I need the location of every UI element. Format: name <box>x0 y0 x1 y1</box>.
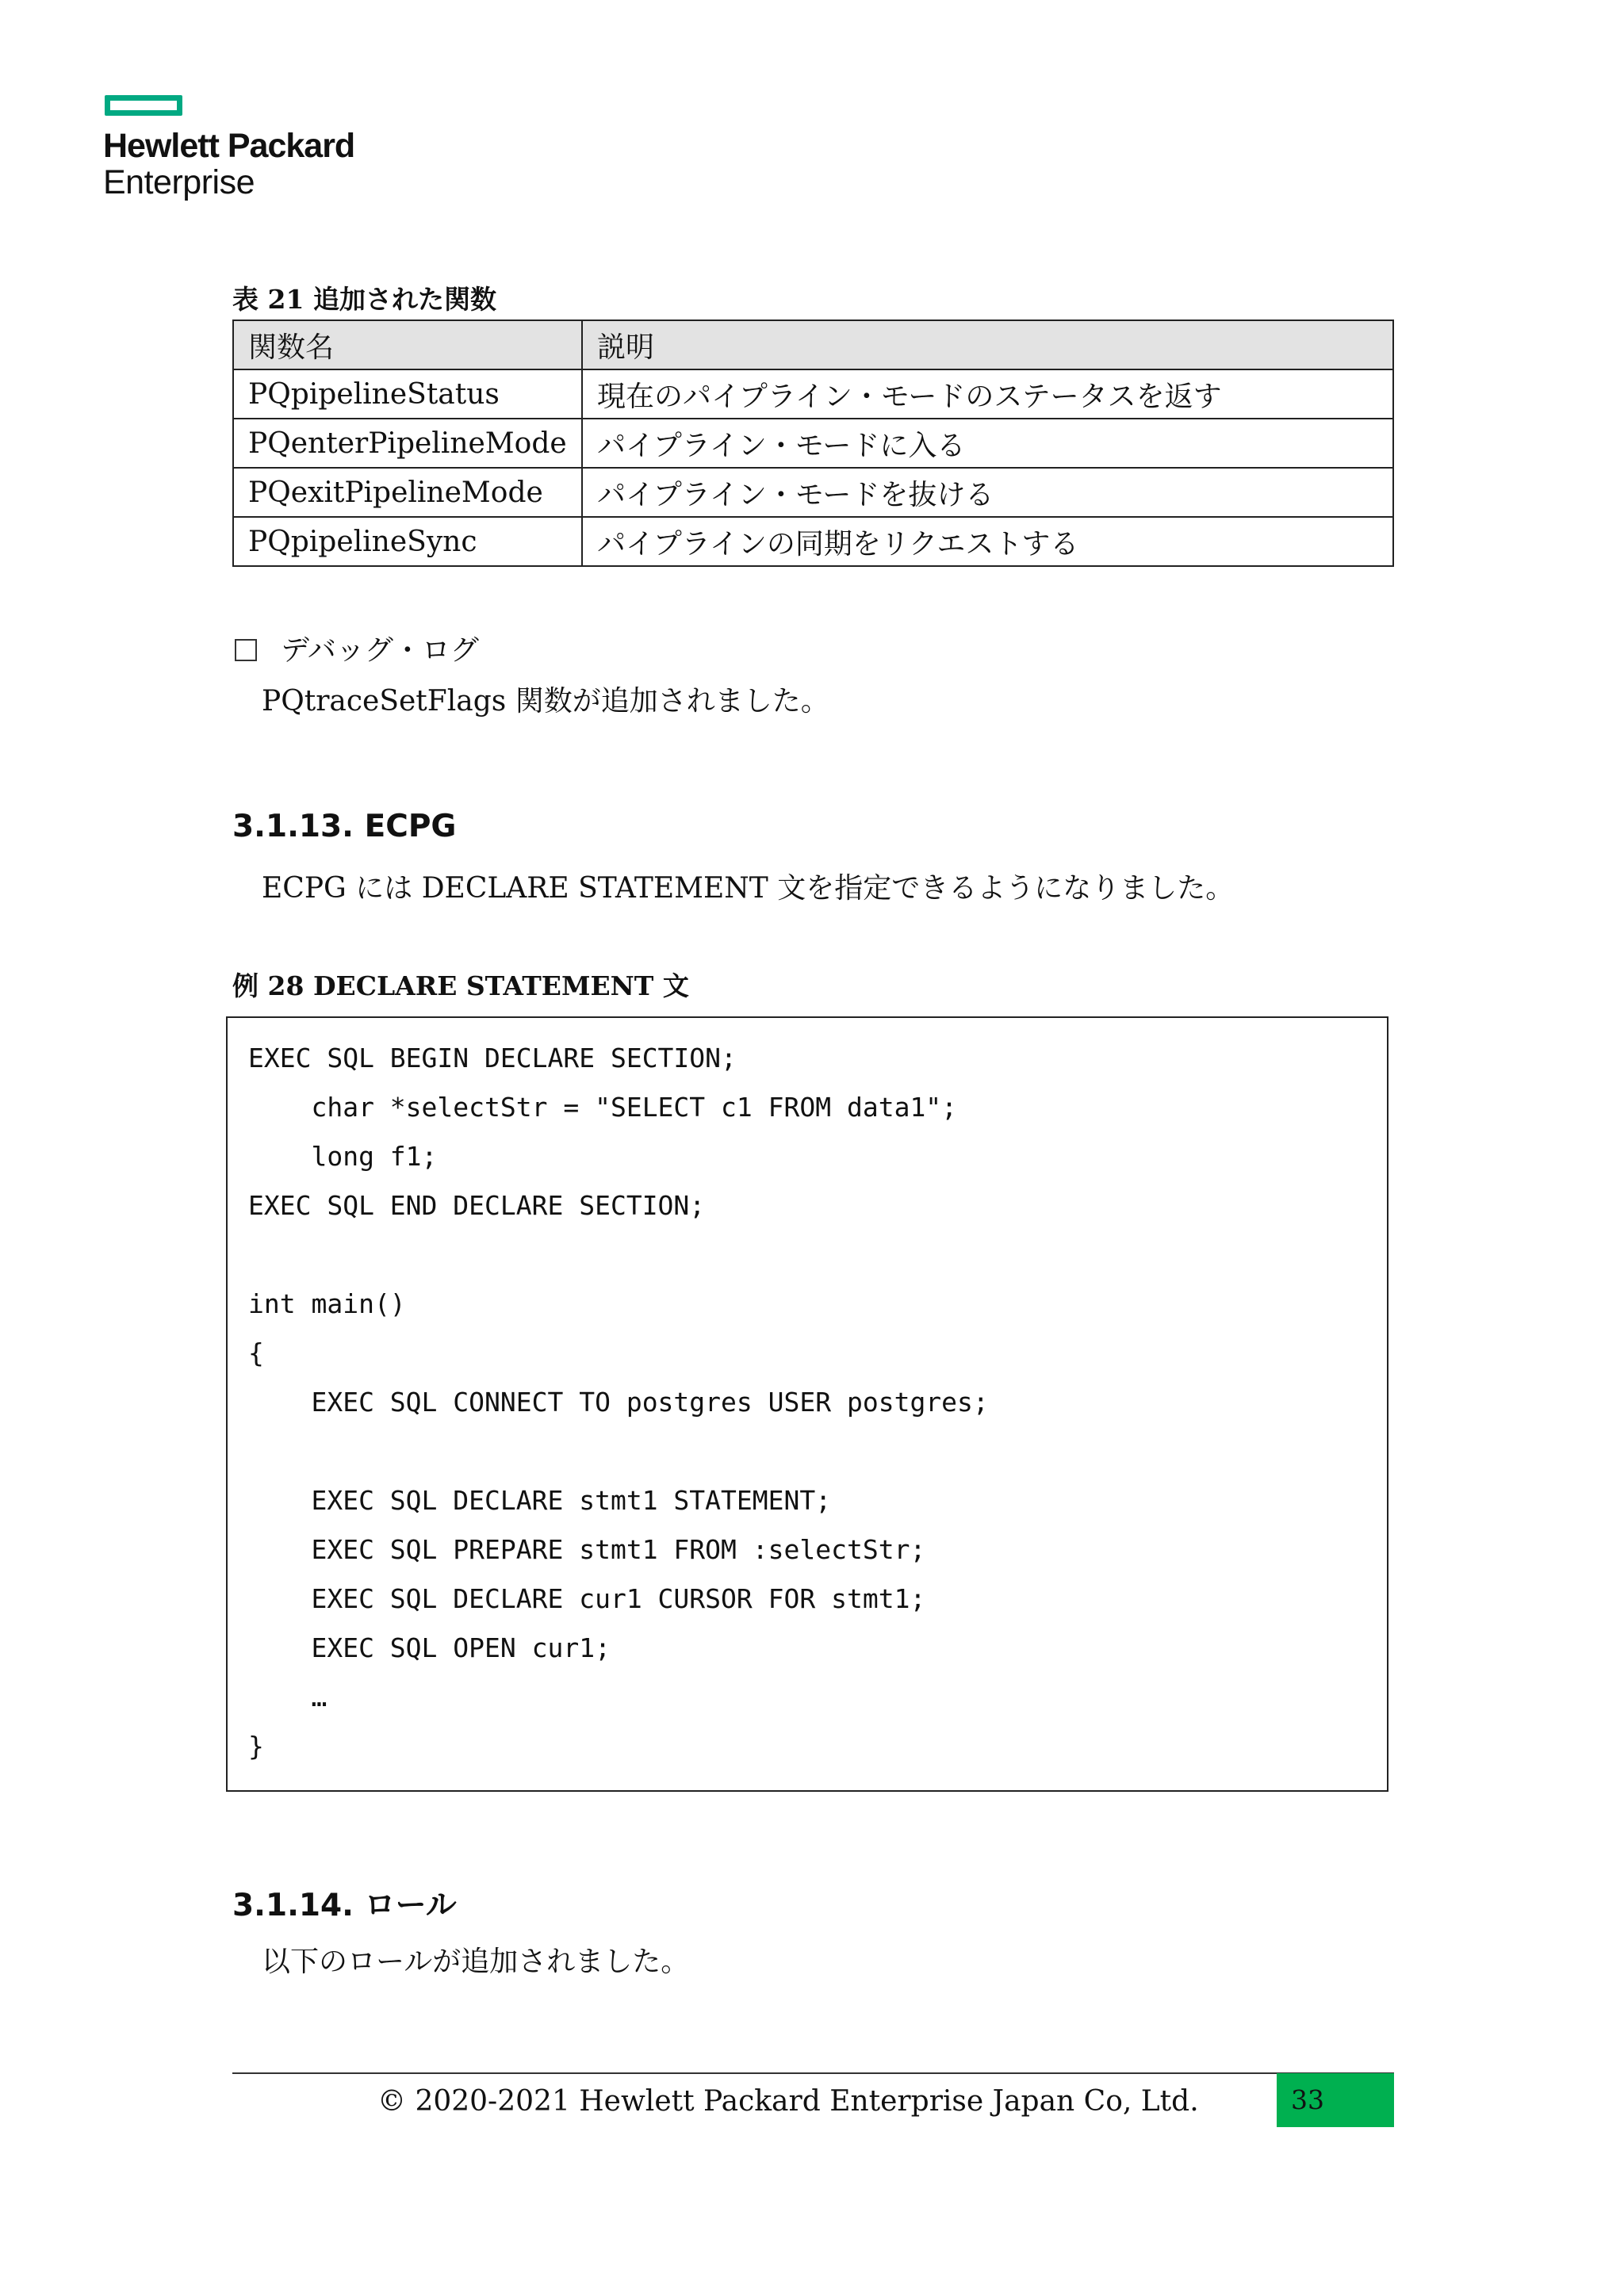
function-name-cell: PQenterPipelineMode <box>233 419 582 468</box>
description-cell: パイプライン・モードを抜ける <box>582 468 1393 517</box>
section-heading-roles: 3.1.14. ロール <box>232 1888 457 1923</box>
header-function-name: 関数名 <box>233 320 582 369</box>
example-caption-title: DECLARE STATEMENT 文 <box>312 970 689 1001</box>
logo-text-line2: Enterprise <box>103 163 255 201</box>
header-description: 説明 <box>582 320 1393 369</box>
example-caption-label: 例 <box>232 970 259 1001</box>
page-number-box <box>1277 2073 1394 2127</box>
description-cell: パイプラインの同期をリクエストする <box>582 517 1393 566</box>
table-row <box>233 369 1393 419</box>
code-listing: EXEC SQL BEGIN DECLARE SECTION; char *selectStr = "SELECT c1 FROM data1"; long f1; EXEC SQL END DECLARE SECTION; int main() { EXEC SQL CONNECT TO postgres USER postgres; EXEC SQL DECLARE stmt1 STATEMENT; EXEC SQL PREPARE stmt1 FROM :selectStr; EXEC SQL DECLARE cur1 CURSOR FOR stmt1; EXEC SQL OPEN cur1; … } <box>248 1043 989 1762</box>
example-caption <box>232 966 689 1003</box>
description-cell: 現在のパイプライン・モードのステータスを返す <box>582 369 1393 419</box>
table-caption-label: 表 <box>232 284 259 315</box>
description-cell: パイプライン・モードに入る <box>582 419 1393 468</box>
functions-table <box>232 320 1394 567</box>
logo-text-line1: Hewlett Packard <box>103 127 355 165</box>
table-caption-number: 21 <box>267 284 304 315</box>
table-row <box>233 517 1393 566</box>
function-name-cell: PQexitPipelineMode <box>233 468 582 517</box>
section-heading-ecpg: 3.1.13. ECPG <box>232 809 457 844</box>
page-number: 33 <box>1291 2084 1324 2115</box>
debug-bullet-item <box>235 628 479 668</box>
function-name-cell: PQpipelineSync <box>233 517 582 566</box>
hpe-logo-bar <box>105 95 182 116</box>
footer-copyright: © 2020-2021 Hewlett Packard Enterprise Japan Co, Ltd. <box>377 2085 1199 2118</box>
table-row <box>233 468 1393 517</box>
table-header-row <box>233 320 1393 369</box>
code-example-box <box>226 1016 1388 1792</box>
table-caption-title: 追加された関数 <box>312 284 496 315</box>
table-row <box>233 419 1393 468</box>
debug-bullet-label: デバッグ・ログ <box>281 634 479 667</box>
example-caption-number: 28 <box>267 970 304 1001</box>
footer-rule <box>232 2072 1394 2074</box>
roles-text: 以下のロールが追加されました。 <box>262 1946 690 1978</box>
debug-text: PQtraceSetFlags 関数が追加されました。 <box>262 685 829 718</box>
bullet-square-icon <box>235 639 257 661</box>
table-caption <box>232 279 496 316</box>
ecpg-text: ECPG には DECLARE STATEMENT 文を指定できるようになりました。 <box>262 872 1235 905</box>
function-name-cell: PQpipelineStatus <box>233 369 582 419</box>
